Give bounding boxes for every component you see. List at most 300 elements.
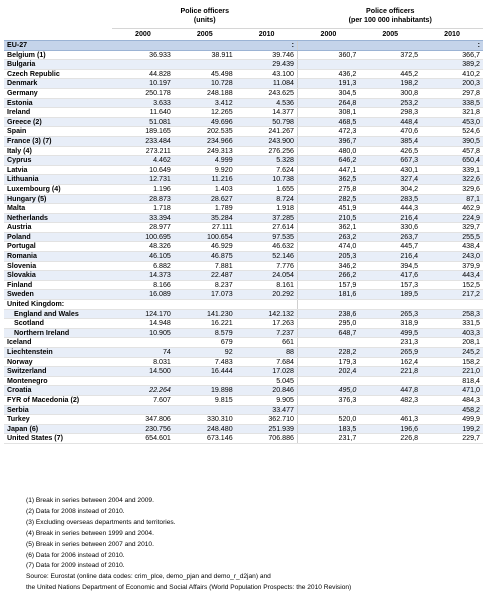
row-label: Bulgaria	[4, 60, 112, 70]
table-cell	[112, 338, 174, 348]
table-cell: 471,0	[421, 386, 483, 396]
table-cell: 275,8	[298, 184, 360, 194]
row-label: EU-27	[4, 41, 112, 51]
row-label: United States (7)	[4, 434, 112, 444]
table-cell: 181,6	[298, 290, 360, 300]
table-cell: 661	[236, 338, 298, 348]
table-cell: 276.256	[236, 146, 298, 156]
table-cell: 263,7	[359, 232, 421, 242]
table-cell: 179,3	[298, 357, 360, 367]
table-cell: 92	[174, 348, 236, 358]
table-cell	[112, 300, 174, 310]
table-cell: 27.111	[174, 223, 236, 233]
table-cell: 224,9	[421, 213, 483, 223]
table-row	[4, 136, 483, 146]
table-cell	[298, 60, 360, 70]
table-cell: 7.624	[236, 165, 298, 175]
table-cell: 646,2	[298, 156, 360, 166]
table-cell: 255,5	[421, 232, 483, 242]
table-cell	[112, 376, 174, 386]
table-cell: 263,2	[298, 232, 360, 242]
table-cell: 322,6	[421, 175, 483, 185]
table-row	[4, 127, 483, 137]
table-cell: 157,9	[298, 280, 360, 290]
table-cell	[298, 41, 360, 51]
table-cell: 22.264	[112, 386, 174, 396]
table-cell: 362.710	[236, 415, 298, 425]
footnotes	[26, 496, 351, 594]
table-cell: 474,0	[298, 242, 360, 252]
table-cell: 8.579	[174, 328, 236, 338]
row-label: France (3) (7)	[4, 136, 112, 146]
row-label: Japan (6)	[4, 424, 112, 434]
table-cell	[298, 376, 360, 386]
table-cell: 11.084	[236, 79, 298, 89]
table-cell: 265,9	[359, 348, 421, 358]
table-cell: 318,9	[359, 319, 421, 329]
table-cell: 417,6	[359, 271, 421, 281]
table-cell: 97.535	[236, 232, 298, 242]
table-cell: 426,5	[359, 146, 421, 156]
police-officers-table	[4, 4, 483, 444]
table-cell: 38.911	[174, 50, 236, 60]
table-cell: 297,8	[421, 88, 483, 98]
table-cell: 520,0	[298, 415, 360, 425]
table-cell: 667,3	[359, 156, 421, 166]
table-cell: 706.886	[236, 434, 298, 444]
row-label: Northern Ireland	[4, 328, 112, 338]
table-cell: 282,5	[298, 194, 360, 204]
table-row	[4, 88, 483, 98]
table-cell: 14.948	[112, 319, 174, 329]
table-cell: 28.873	[112, 194, 174, 204]
table-cell: 250.178	[112, 88, 174, 98]
table-row	[4, 405, 483, 415]
table-cell: 679	[174, 338, 236, 348]
row-label: Cyprus	[4, 156, 112, 166]
table-cell: 3.633	[112, 98, 174, 108]
table-cell: 1.196	[112, 184, 174, 194]
table-cell: 16.089	[112, 290, 174, 300]
row-label: Scotland	[4, 319, 112, 329]
header-group-units-subtitle: (units)	[193, 16, 216, 24]
header-year: 2005	[359, 29, 421, 41]
row-label: Montenegro	[4, 376, 112, 386]
row-label: England and Wales	[4, 309, 112, 319]
table-cell: 19.898	[174, 386, 236, 396]
row-label: Ireland	[4, 108, 112, 118]
header-group-units	[112, 4, 297, 29]
table-cell: 7.881	[174, 261, 236, 271]
table-cell: 4.999	[174, 156, 236, 166]
table-row	[4, 376, 483, 386]
table-cell: 46.875	[174, 252, 236, 262]
table-cell: 346,2	[298, 261, 360, 271]
header-year: 2010	[236, 29, 298, 41]
table-cell: 152,5	[421, 280, 483, 290]
table-cell: 50.798	[236, 117, 298, 127]
table-cell: :	[421, 41, 483, 51]
table-cell: 44.828	[112, 69, 174, 79]
table-cell: 468,5	[298, 117, 360, 127]
table-cell: 5.328	[236, 156, 298, 166]
table-cell: :	[236, 41, 298, 51]
table-cell: 300,8	[359, 88, 421, 98]
table-cell: 202.535	[174, 127, 236, 137]
row-label: Sweden	[4, 290, 112, 300]
table-row	[4, 223, 483, 233]
row-label: FYR of Macedonia (2)	[4, 395, 112, 405]
table-cell: 8.166	[112, 280, 174, 290]
table-cell	[112, 405, 174, 415]
table-cell	[112, 41, 174, 51]
table-row	[4, 98, 483, 108]
table-cell: 499,5	[359, 328, 421, 338]
table-cell: 524,6	[421, 127, 483, 137]
table-cell: 360,7	[298, 50, 360, 60]
table-cell: 210,5	[298, 213, 360, 223]
table-cell: 33.477	[236, 405, 298, 415]
table-cell: 480,0	[298, 146, 360, 156]
table-cell: 14.500	[112, 367, 174, 377]
table-row	[4, 232, 483, 242]
table-cell: 248.480	[174, 424, 236, 434]
table-cell: 100.695	[112, 232, 174, 242]
table-row	[4, 395, 483, 405]
table-cell: 4.462	[112, 156, 174, 166]
table-cell: 216,4	[359, 252, 421, 262]
table-cell: 124.170	[112, 309, 174, 319]
table-cell: 221,0	[421, 367, 483, 377]
table-cell: 43.100	[236, 69, 298, 79]
row-label: Turkey	[4, 415, 112, 425]
row-label: Finland	[4, 280, 112, 290]
table-cell: 36.933	[112, 50, 174, 60]
table-cell: 49.696	[174, 117, 236, 127]
table-cell: 196,6	[359, 424, 421, 434]
table-cell: 7.607	[112, 395, 174, 405]
table-row	[4, 290, 483, 300]
table-cell: 3.412	[174, 98, 236, 108]
table-cell: 396,7	[298, 136, 360, 146]
header-year: 2000	[112, 29, 174, 41]
table-cell: 233.484	[112, 136, 174, 146]
table-row	[4, 367, 483, 377]
table-cell: 52.146	[236, 252, 298, 262]
table-cell: 202,4	[298, 367, 360, 377]
table-row	[4, 319, 483, 329]
header-year: 2010	[421, 29, 483, 41]
table-cell: 27.614	[236, 223, 298, 233]
table-cell: 445,2	[359, 69, 421, 79]
table-cell: 183,5	[298, 424, 360, 434]
table-cell	[174, 60, 236, 70]
table-cell: 482,3	[359, 395, 421, 405]
table-cell: 24.054	[236, 271, 298, 281]
table-cell: 157,3	[359, 280, 421, 290]
table-cell: 673.146	[174, 434, 236, 444]
table-cell: 1.789	[174, 204, 236, 214]
table-row	[4, 261, 483, 271]
table-cell: 4.536	[236, 98, 298, 108]
table-cell: 243,0	[421, 252, 483, 262]
row-label: Germany	[4, 88, 112, 98]
table-cell: 390,5	[421, 136, 483, 146]
table-cell: 445,7	[359, 242, 421, 252]
table-cell: 304,2	[359, 184, 421, 194]
table-cell: 10.738	[236, 175, 298, 185]
source-note: Source: Eurostat (online data codes: crim_plce, demo_pjan and demo_r_d2jan) and	[26, 573, 271, 581]
table-cell: 295,0	[298, 319, 360, 329]
table-cell	[174, 376, 236, 386]
table-cell: 385,4	[359, 136, 421, 146]
row-label: Liechtenstein	[4, 348, 112, 358]
table-cell	[359, 376, 421, 386]
table-cell: 376,3	[298, 395, 360, 405]
table-row	[4, 79, 483, 89]
table-cell: 331,5	[421, 319, 483, 329]
row-label: Lithuania	[4, 175, 112, 185]
table-cell: 142.132	[236, 309, 298, 319]
table-row	[4, 434, 483, 444]
row-label: Belgium (1)	[4, 50, 112, 60]
table-cell: 338,5	[421, 98, 483, 108]
table-cell	[359, 60, 421, 70]
table-cell: 28.627	[174, 194, 236, 204]
table-cell: 230.756	[112, 424, 174, 434]
table-cell: 7.483	[174, 357, 236, 367]
table-cell: 205,3	[298, 252, 360, 262]
table-cell: 88	[236, 348, 298, 358]
table-cell: 10.649	[112, 165, 174, 175]
table-cell: 29.439	[236, 60, 298, 70]
table-cell: 484,3	[421, 395, 483, 405]
table-cell: 217,2	[421, 290, 483, 300]
table-cell: 9.815	[174, 395, 236, 405]
table-cell: 1.918	[236, 204, 298, 214]
row-label: Greece (2)	[4, 117, 112, 127]
header-group-per-capita	[298, 4, 484, 29]
table-cell: 241.267	[236, 127, 298, 137]
table-cell	[174, 405, 236, 415]
table-cell: 818,4	[421, 376, 483, 386]
table-cell: 45.498	[174, 69, 236, 79]
table-row	[4, 300, 483, 310]
table-cell	[359, 405, 421, 415]
table-cell: 329,7	[421, 223, 483, 233]
table-cell: 20.292	[236, 290, 298, 300]
table-cell: 17.263	[236, 319, 298, 329]
table-cell: 12.731	[112, 175, 174, 185]
table-cell: 347.806	[112, 415, 174, 425]
table-cell: 447,1	[298, 165, 360, 175]
table-cell: 438,4	[421, 242, 483, 252]
table-cell: 410,2	[421, 69, 483, 79]
table-cell: 28.977	[112, 223, 174, 233]
table-cell: 226,8	[359, 434, 421, 444]
table-cell: 39.746	[236, 50, 298, 60]
table-cell: 234.966	[174, 136, 236, 146]
table-row	[4, 213, 483, 223]
source-note: the United Nations Department of Economic and Social Affairs (World Population Prospects: the 2010 Revision)	[26, 584, 352, 592]
table-cell: 10.197	[112, 79, 174, 89]
table-cell: 208,1	[421, 338, 483, 348]
table-body	[4, 41, 483, 444]
table-cell	[421, 300, 483, 310]
header-group-per-capita-subtitle: (per 100 000 inhabitants)	[348, 16, 432, 24]
table-cell	[174, 41, 236, 51]
table-cell: 304,5	[298, 88, 360, 98]
table-cell: 273.211	[112, 146, 174, 156]
table-cell: 444,3	[359, 204, 421, 214]
table-cell: 162,4	[359, 357, 421, 367]
table-row	[4, 357, 483, 367]
table-cell: 37.285	[236, 213, 298, 223]
footnote: (4) Break in series between 1999 and 2004.	[26, 529, 154, 537]
table-cell	[236, 300, 298, 310]
table-row	[4, 424, 483, 434]
table-cell: 16.444	[174, 367, 236, 377]
table-cell: 10.905	[112, 328, 174, 338]
table-cell: 7.684	[236, 357, 298, 367]
table-row	[4, 280, 483, 290]
header-group-per-capita-title: Police officers	[366, 7, 415, 15]
table-cell: 372,5	[359, 50, 421, 60]
table-cell: 48.326	[112, 242, 174, 252]
table-cell: 430,1	[359, 165, 421, 175]
row-label: Portugal	[4, 242, 112, 252]
table-cell: 141.230	[174, 309, 236, 319]
table-cell: 264,8	[298, 98, 360, 108]
table-cell: 458,2	[421, 405, 483, 415]
table-cell: 8.237	[174, 280, 236, 290]
row-label: Slovenia	[4, 261, 112, 271]
table-cell: 216,4	[359, 213, 421, 223]
row-label: Switzerland	[4, 367, 112, 377]
row-label: Czech Republic	[4, 69, 112, 79]
table-cell: 330,6	[359, 223, 421, 233]
table-cell	[112, 60, 174, 70]
table-cell: 46.632	[236, 242, 298, 252]
table-cell: 243.625	[236, 88, 298, 98]
table-cell: 158,2	[421, 357, 483, 367]
table-cell: 9.920	[174, 165, 236, 175]
table-cell: 389,2	[421, 60, 483, 70]
table-row	[4, 156, 483, 166]
row-label: Austria	[4, 223, 112, 233]
row-label: Luxembourg (4)	[4, 184, 112, 194]
table-row	[4, 50, 483, 60]
table-cell: 46.105	[112, 252, 174, 262]
table-cell: 366,7	[421, 50, 483, 60]
table-cell: 87,1	[421, 194, 483, 204]
table-cell: 17.028	[236, 367, 298, 377]
table-cell: 8.724	[236, 194, 298, 204]
table-row	[4, 204, 483, 214]
table-cell: 339,1	[421, 165, 483, 175]
row-label: Malta	[4, 204, 112, 214]
table-cell: 650,4	[421, 156, 483, 166]
footnote: (3) Excluding overseas departments and territories.	[26, 518, 176, 526]
table-cell: 308,1	[298, 108, 360, 118]
table-row	[4, 184, 483, 194]
row-label: Estonia	[4, 98, 112, 108]
table-cell: 470,6	[359, 127, 421, 137]
table-row	[4, 271, 483, 281]
table-cell: 258,3	[421, 309, 483, 319]
table-cell: 472,3	[298, 127, 360, 137]
table-row	[4, 60, 483, 70]
table-cell: 251.939	[236, 424, 298, 434]
table-row	[4, 41, 483, 51]
table-row	[4, 117, 483, 127]
table-cell: 394,5	[359, 261, 421, 271]
table-cell: 14.377	[236, 108, 298, 118]
table-cell: 495,0	[298, 386, 360, 396]
table-row	[4, 194, 483, 204]
table-cell: 265,3	[359, 309, 421, 319]
table-cell: 14.373	[112, 271, 174, 281]
row-label: Serbia	[4, 405, 112, 415]
row-label: Iceland	[4, 338, 112, 348]
table-cell: 499,9	[421, 415, 483, 425]
table-cell: 249.313	[174, 146, 236, 156]
table-cell: 245,2	[421, 348, 483, 358]
table-row	[4, 69, 483, 79]
table-cell: 33.394	[112, 213, 174, 223]
table-row	[4, 175, 483, 185]
table-cell: 198,2	[359, 79, 421, 89]
table-cell: 74	[112, 348, 174, 358]
table-cell: 5.045	[236, 376, 298, 386]
table-cell: 231,3	[359, 338, 421, 348]
table-cell: 12.265	[174, 108, 236, 118]
table-cell: 221,8	[359, 367, 421, 377]
table-cell: 248.188	[174, 88, 236, 98]
table-cell: 199,2	[421, 424, 483, 434]
table-row	[4, 328, 483, 338]
table-cell: 20.846	[236, 386, 298, 396]
row-label: Poland	[4, 232, 112, 242]
table-cell: 8.161	[236, 280, 298, 290]
table-cell: 11.640	[112, 108, 174, 118]
table-cell	[298, 405, 360, 415]
table-cell	[174, 300, 236, 310]
row-label: United Kingdom:	[4, 300, 112, 310]
table-cell: 453,0	[421, 117, 483, 127]
table-cell: 100.654	[174, 232, 236, 242]
table-cell: 362,5	[298, 175, 360, 185]
table-cell: 1.718	[112, 204, 174, 214]
table-cell: 51.081	[112, 117, 174, 127]
table-cell: 7.776	[236, 261, 298, 271]
table-cell: 451,9	[298, 204, 360, 214]
row-label: Spain	[4, 127, 112, 137]
footnote: (6) Data for 2006 instead of 2010.	[26, 551, 125, 559]
table-cell: 1.403	[174, 184, 236, 194]
table-cell: 229,7	[421, 434, 483, 444]
footnote: (7) Data for 2009 instead of 2010.	[26, 562, 125, 570]
table-cell: 16.221	[174, 319, 236, 329]
table-cell: 330.310	[174, 415, 236, 425]
table-cell: 648,7	[298, 328, 360, 338]
footnote: (1) Break in series between 2004 and 2009.	[26, 497, 154, 504]
table-cell: 436,2	[298, 69, 360, 79]
table-row	[4, 165, 483, 175]
table-cell: 189,5	[359, 290, 421, 300]
table-cell: 17.073	[174, 290, 236, 300]
table-cell: 8.031	[112, 357, 174, 367]
